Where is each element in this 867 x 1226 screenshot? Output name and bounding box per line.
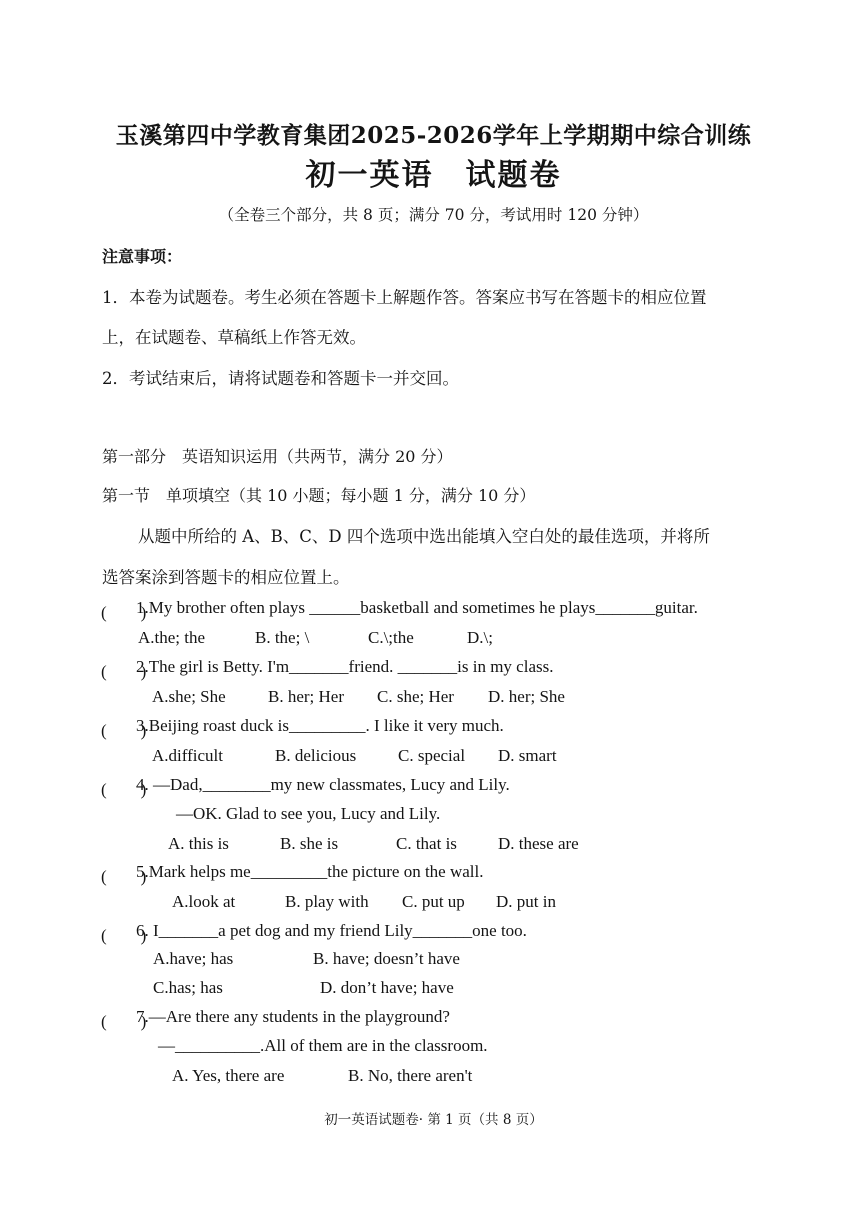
question-6-stem: 6. I_______a pet dog and my friend Lily_______one too. bbox=[136, 921, 527, 940]
note-item-1-line-2: 上，在试题卷、草稿纸上作答无效。 bbox=[102, 328, 366, 347]
note-item-1-line-1: 1．本卷为试题卷。考生必须在答题卡上解题作答。答案应书写在答题卡的相应位置 bbox=[102, 288, 707, 307]
page-footer: 初一英语试题卷· 第 1 页（共 8 页） bbox=[324, 1112, 543, 1128]
q1-option-d: D.\; bbox=[467, 628, 493, 647]
notes-heading: 注意事项： bbox=[102, 247, 183, 266]
note-item-2: 2．考试结束后，请将试题卷和答题卡一并交回。 bbox=[102, 369, 459, 388]
q6-option-a: A.have; has bbox=[153, 949, 234, 968]
answer-paren: ( ) bbox=[101, 662, 147, 681]
answer-paren: ( ) bbox=[101, 1012, 147, 1031]
q3-option-b: B. delicious bbox=[275, 746, 357, 765]
q4-option-b: B. she is bbox=[280, 834, 339, 853]
q6-option-c: C.has; has bbox=[153, 978, 223, 997]
q7-option-b: B. No, there aren't bbox=[348, 1066, 473, 1085]
exam-subtitle: 初一英语 试题卷 bbox=[305, 158, 562, 193]
instructions-line-1: 从题中所给的 A、B、C、D 四个选项中选出能填入空白处的最佳选项，并将所 bbox=[138, 527, 710, 546]
exam-info: （全卷三个部分，共 8 页；满分 70 分，考试用时 120 分钟） bbox=[218, 206, 649, 224]
q4-option-a: A. this is bbox=[168, 834, 229, 853]
exam-title: 玉溪第四中学教育集团2025-2026学年上学期期中综合训练 bbox=[115, 122, 752, 149]
q3-option-d: D. smart bbox=[498, 746, 557, 765]
answer-paren: ( ) bbox=[101, 721, 147, 740]
q5-option-c: C. put up bbox=[402, 892, 465, 911]
q1-option-c: C.\;the bbox=[368, 628, 414, 647]
question-4-reply: —OK. Glad to see you, Lucy and Lily. bbox=[176, 804, 441, 823]
q3-option-a: A.difficult bbox=[152, 746, 223, 765]
q5-option-d: D. put in bbox=[496, 892, 556, 911]
q2-option-b: B. her; Her bbox=[268, 687, 345, 706]
question-3-stem: 3.Beijing roast duck is_________. I like it very much. bbox=[136, 716, 504, 735]
q5-option-a: A.look at bbox=[172, 892, 236, 911]
question-1-stem: 1.My brother often plays ______basketball and sometimes he plays_______guitar. bbox=[136, 598, 698, 617]
instructions-line-2: 选答案涂到答题卡的相应位置上。 bbox=[102, 568, 350, 587]
answer-paren: ( ) bbox=[101, 780, 147, 799]
question-7-reply: —__________.All of them are in the classroom. bbox=[158, 1036, 488, 1055]
section1-heading: 第一节 单项填空（其 10 小题；每小题 1 分，满分 10 分） bbox=[102, 486, 536, 505]
question-7-stem: 7.—Are there any students in the playground? bbox=[136, 1007, 450, 1026]
q5-option-b: B. play with bbox=[285, 892, 369, 911]
q3-option-c: C. special bbox=[398, 746, 466, 765]
part1-heading: 第一部分 英语知识运用（共两节，满分 20 分） bbox=[102, 447, 453, 466]
q1-option-b: B. the; \ bbox=[255, 628, 310, 647]
answer-paren: ( ) bbox=[101, 867, 147, 886]
q1-option-a: A.the; the bbox=[138, 628, 206, 647]
q2-option-c: C. she; Her bbox=[377, 687, 454, 706]
answer-paren: ( ) bbox=[101, 603, 147, 622]
q4-option-c: C. that is bbox=[396, 834, 457, 853]
q7-option-a: A. Yes, there are bbox=[172, 1066, 285, 1085]
question-2-stem: 2.The girl is Betty. I'm_______friend. _______is in my class. bbox=[136, 657, 554, 676]
q6-option-d: D. don’t have; have bbox=[320, 978, 454, 997]
q4-option-d: D. these are bbox=[498, 834, 579, 853]
question-5-stem: 5.Mark helps me_________the picture on the wall. bbox=[136, 862, 484, 881]
q2-option-d: D. her; She bbox=[488, 687, 565, 706]
q6-option-b: B. have; doesn’t have bbox=[313, 949, 460, 968]
question-4-stem: 4. —Dad,________my new classmates, Lucy and Lily. bbox=[136, 775, 510, 794]
answer-paren: ( ) bbox=[101, 926, 147, 945]
q2-option-a: A.she; She bbox=[152, 687, 226, 706]
